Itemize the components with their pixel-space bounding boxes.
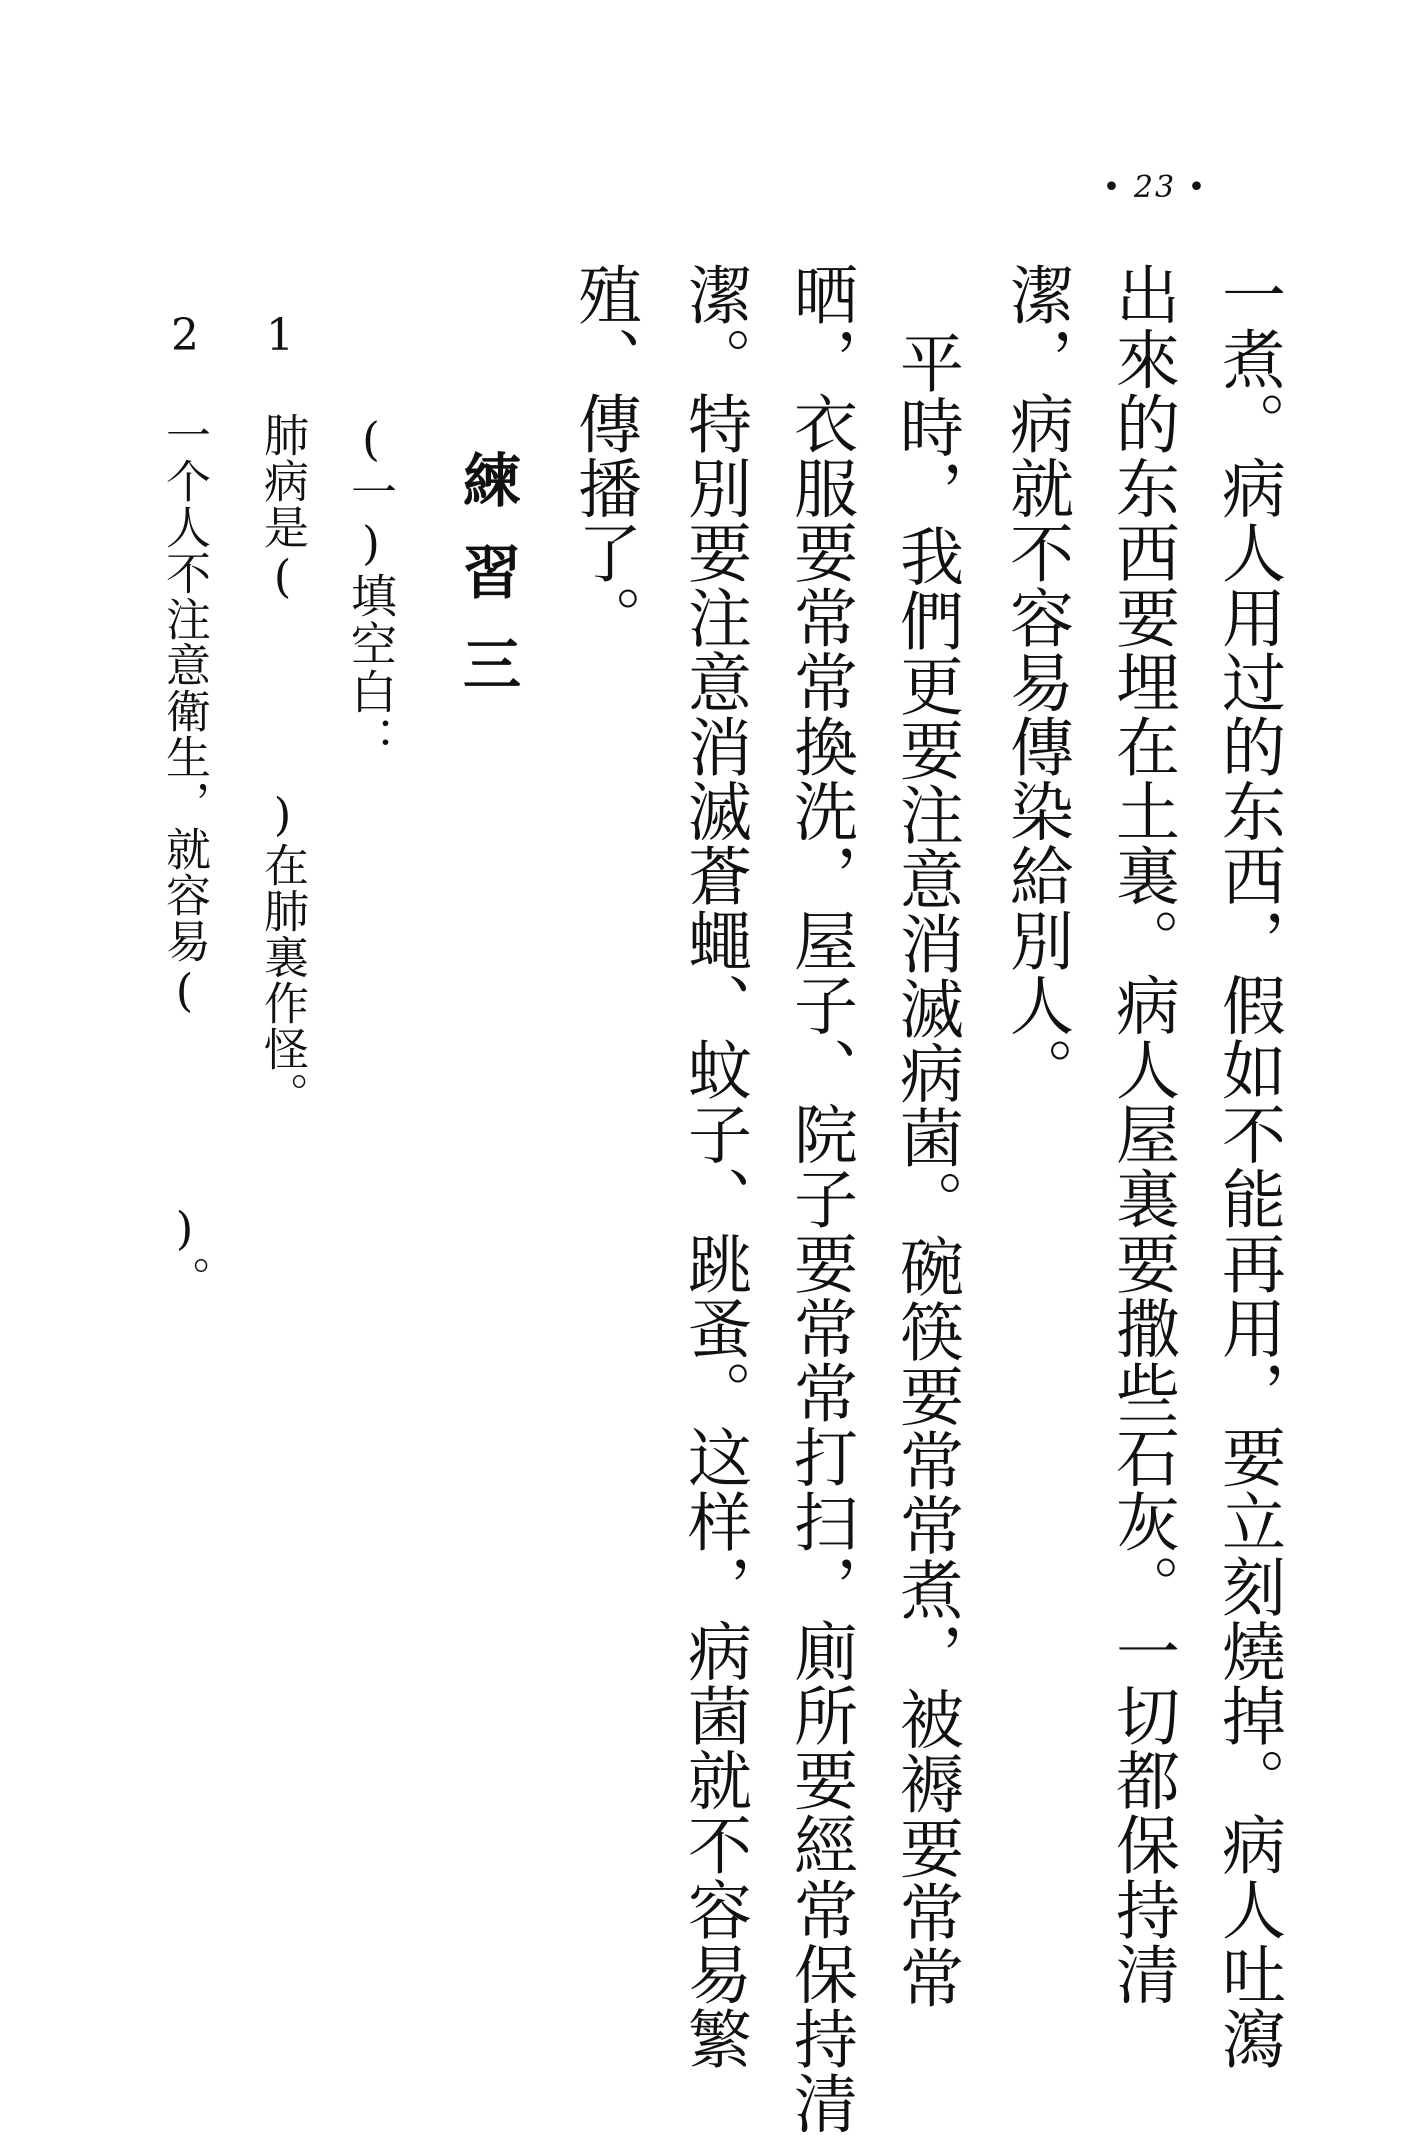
paragraph-column-6: 潔。特別要注意消滅蒼蠅、蚊子、跳蚤。这样，病菌就不容易繁: [677, 262, 751, 2071]
exercise-section-label: (一)填空白：: [344, 412, 398, 764]
page-number: • 23 •: [1102, 170, 1208, 205]
paragraph-column-4: 平時，我們更要注意消滅病菌。碗筷要常常煮，被褥要常常: [889, 330, 963, 2010]
exercise-1-text: 肺病是( )在肺裏作怪。: [256, 412, 309, 1118]
exercise-heading: 練習三: [453, 450, 521, 726]
paragraph-column-3: 潔，病就不容易傳染給別人。: [999, 262, 1073, 1102]
paragraph-column-2: 出來的东西要埋在土裏。病人屋裏要撒些石灰。一切都保持清: [1105, 262, 1179, 2007]
exercise-2-text: 一个人不注意衛生，就容易( )。: [158, 412, 211, 1302]
paragraph-column-7: 殖、傳播了。: [567, 262, 641, 650]
paragraph-column-5: 晒，衣服要常常換洗，屋子、院子要常常打扫，廁所要經常保持清: [783, 262, 857, 2135]
exercise-1-number: 1: [266, 310, 294, 361]
paragraph-column-1: 一煮。病人用过的东西，假如不能再用，要立刻燒掉。病人吐瀉: [1211, 262, 1285, 2071]
exercise-2-number: 2: [171, 310, 199, 361]
